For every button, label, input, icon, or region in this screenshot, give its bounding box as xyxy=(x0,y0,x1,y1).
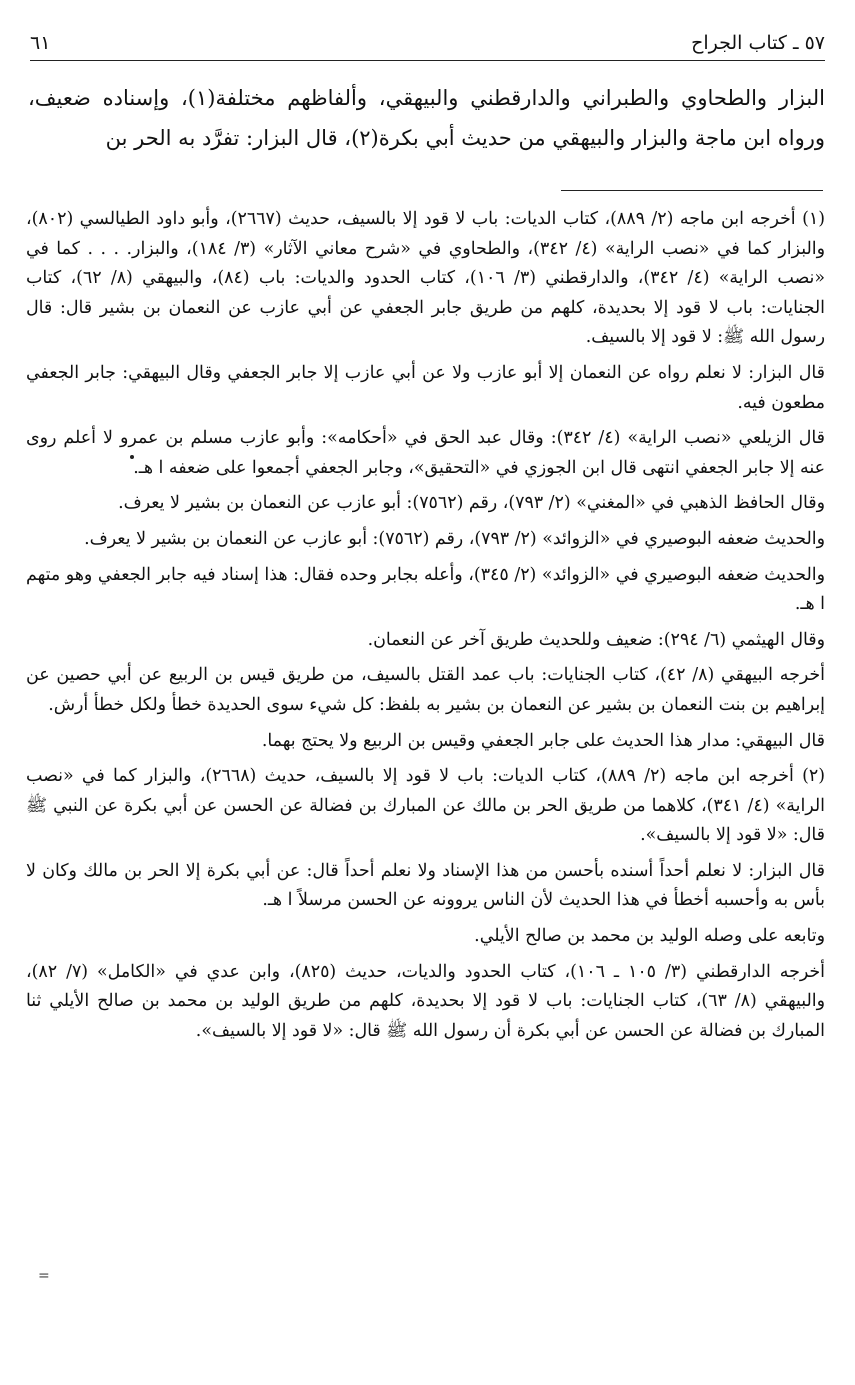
footnote-paragraph: قال الزيلعي «نصب الراية» (٤/ ٣٤٢): وقال عبد الحق في «أحكامه»: وأبو عازب مسلم بن عمرو لا أعلم روى عنه إلا جابر الجعفي انتهى قال ابن الجوزي في «التحقيق»، وجابر الجعفي أجمعوا على ضعفه ا هـ. xyxy=(26,428,825,478)
running-title: ٥٧ ـ كتاب الجراح xyxy=(691,32,825,54)
footnote-paragraph: وقال الهيثمي (٦/ ٢٩٤): ضعيف وللحديث طريق آخر عن النعمان. xyxy=(367,629,825,650)
footnote-paragraph: وقال الحافظ الذهبي في «المغني» (٢/ ٧٩٣)، رقم (٧٥٦٢): أبو عازب عن النعمان بن بشير لا يعرف. xyxy=(118,493,825,514)
footnote-paragraph: وتابعه على وصله الوليد بن محمد بن صالح الأيلي. xyxy=(474,926,825,947)
footnotes xyxy=(26,205,825,1052)
margin-mark: = xyxy=(38,1268,50,1284)
main-paragraph xyxy=(28,78,825,158)
footnote-paragraph: والحديث ضعفه البوصيري في «الزوائد» (٢/ ٧٩٣)، رقم (٧٥٦٢): أبو عازب عن النعمان بن بشير لا يعرف. xyxy=(84,528,825,549)
footnote-paragraph: قال البزار: لا نعلم أحداً أسنده بأحسن من هذا الإسناد ولا نعلم أحداً قال: عن أبي بكرة إلا الحر بن مالك وكان لا بأس به وأحسبه أخطأ في هذا الحديث لأن الناس يروونه عن الحسن مرسلاً ا هـ. xyxy=(26,860,825,911)
footnote-2: (٢) أخرجه ابن ماجه (٢/ ٨٨٩)، كتاب الديات: باب لا قود إلا بالسيف، حديث (٢٦٦٨)، والبزار كما في «نصب الراية» (٤/ ٣٤١)، كلاهما من طريق الحر بن مالك عن المبارك بن فضالة عن الحسن عن أبي بكرة عن النبي ﷺ قال: «لا قود إلا بالسيف». xyxy=(26,766,826,846)
footnote-paragraph: قال البيهقي: مدار هذا الحديث على جابر الجعفي وقيس بن الربيع ولا يحتج بهما. xyxy=(261,730,825,751)
footnote-separator xyxy=(561,190,823,191)
footnote-paragraph: قال البزار: لا نعلم رواه عن النعمان إلا أبو عازب ولا عن أبي عازب إلا جابر الجعفي وقال البيهقي: جابر الجعفي مطعون فيه. xyxy=(26,362,825,413)
main-line: ورواه ابن ماجة والبزار والبيهقي من حديث أبي بكرة(٢)، قال البزار: تفرَّد به الحر بن xyxy=(105,126,825,150)
footnote-1: (١) أخرجه ابن ماجه (٢/ ٨٨٩)، كتاب الديات: باب لا قود إلا بالسيف، حديث (٢٦٦٧)، وأبو داود الطيالسي (٨٠٢)، والبزار كما في «نصب الراية» (٤/ ٣٤٢)، والطحاوي في «شرح معاني الآثار» (٣/ ١٨٤)، والبزار. . . . كما في «نصب الراية» (٤/ ٣٤٢)، والدارقطني (٣/ ١٠٦)، كتاب الحدود والديات: باب (٨٤)، والبيهقي (٨/ ٦٢)، كتاب الجنايات: باب لا قود إلا بحديدة، كلهم من طريق جابر الجعفي عن أبي عازب عن النعمان بن بشير قال: قال رسول الله ﷺ: لا قود إلا بالسيف. xyxy=(26,209,826,348)
page-header xyxy=(30,28,825,61)
page-number: ٦١ xyxy=(30,32,51,54)
main-text xyxy=(28,78,825,158)
footnote-paragraph: أخرجه الدارقطني (٣/ ١٠٥ ـ ١٠٦)، كتاب الحدود والديات، حديث (٨٢٥)، وابن عدي في «الكامل» (٧/ ٨٢)، والبيهقي (٨/ ٦٣)، كتاب الجنايات: باب لا قود إلا بحديدة، كلهم من طريق الوليد بن محمد بن صالح الأيلي ثنا المبارك بن فضالة عن الحسن عن أبي بكرة أن رسول الله ﷺ قال: «لا قود إلا بالسيف». xyxy=(26,961,826,1041)
ink-dot xyxy=(130,455,134,459)
main-line: البزار والطحاوي والطبراني والدارقطني والبيهقي، وألفاظهم مختلفة(١)، وإسناده ضعيف، xyxy=(28,86,825,110)
footnote-paragraph: والحديث ضعفه البوصيري في «الزوائد» (٢/ ٣٤٥)، وأعله بجابر وحده فقال: هذا إسناد فيه جابر الجعفي وهو متهم ا هـ. xyxy=(26,564,825,615)
footnote-paragraph: أخرجه البيهقي (٨/ ٤٢)، كتاب الجنايات: باب عمد القتل بالسيف، من طريق قيس بن الربيع عن أبي حصين عن إبراهيم بن بنت النعمان بن بشير عن النعمان بن بشير به بلفظ: كل شيء سوى الحديدة خطأ ولكل خطأ أرش. xyxy=(26,665,826,715)
